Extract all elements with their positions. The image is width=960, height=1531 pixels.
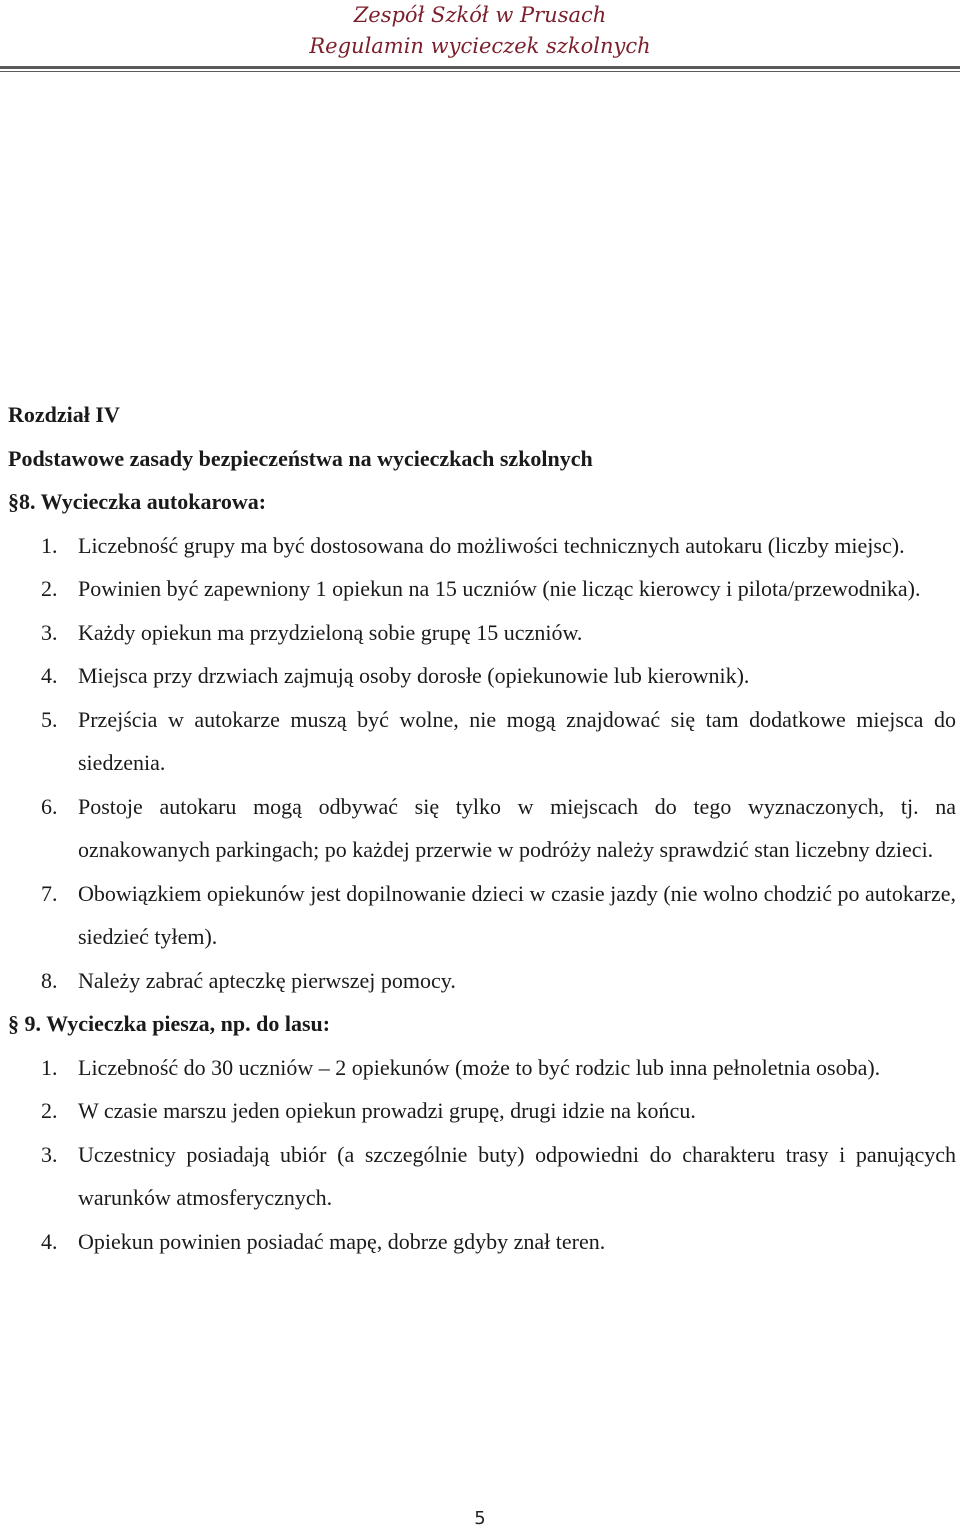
list-item-text: Przejścia w autokarze muszą być wolne, nie mogą znajdować się tam dodatkowe miejsca do siedzenia. xyxy=(78,706,956,775)
list-item xyxy=(8,698,956,785)
section-8-list xyxy=(8,524,956,1003)
list-item-number: 1. xyxy=(41,1054,58,1080)
list-item xyxy=(8,654,956,698)
list-item-text: Liczebność grupy ma być dostosowana do możliwości technicznych autokaru (liczby miejsc). xyxy=(78,532,905,558)
list-item-number: 8. xyxy=(41,967,58,993)
list-item-text: Opiekun powinien posiadać mapę, dobrze gdyby znał teren. xyxy=(78,1228,606,1254)
list-item-text: W czasie marszu jeden opiekun prowadzi grupę, drugi idzie na końcu. xyxy=(78,1098,696,1123)
list-item-number: 1. xyxy=(41,532,58,558)
list-item-text: Każdy opiekun ma przydzieloną sobie grupę 15 uczniów. xyxy=(78,619,583,645)
list-item-number: 3. xyxy=(41,619,58,645)
list-item-text: Liczebność do 30 uczniów – 2 opiekunów (może to być rodzic lub inna pełnoletnia osoba). xyxy=(78,1054,881,1080)
list-item-number: 4. xyxy=(41,663,58,688)
list-item xyxy=(8,567,956,611)
header-school-name: Zespół Szkół w Prusach xyxy=(353,3,607,27)
header-rule-thin xyxy=(0,71,960,72)
chapter-subtitle: Podstawowe zasady bezpieczeństwa na wycieczkach szkolnych xyxy=(8,445,593,471)
list-item xyxy=(8,959,956,1003)
list-item xyxy=(8,1133,956,1220)
page-header xyxy=(0,0,960,62)
list-item xyxy=(8,1089,956,1133)
list-item xyxy=(8,1220,956,1264)
section-9-title: § 9. Wycieczka piesza, np. do lasu: xyxy=(8,1011,331,1036)
list-item-number: 6. xyxy=(41,793,58,819)
list-item-text: Miejsca przy drzwiach zajmują osoby dorosłe (opiekunowie lub kierownik). xyxy=(78,663,750,688)
list-item-number: 3. xyxy=(41,1141,58,1167)
list-item xyxy=(8,611,956,655)
list-item-text: Powinien być zapewniony 1 opiekun na 15 uczniów (nie licząc kierowcy i pilota/przewodnika). xyxy=(78,576,921,601)
list-item-number: 7. xyxy=(41,880,58,906)
header-document-title: Regulamin wycieczek szkolnych xyxy=(309,34,651,58)
list-item-number: 2. xyxy=(41,1098,58,1123)
list-item-text: Należy zabrać apteczkę pierwszej pomocy. xyxy=(78,967,456,993)
list-item-number: 5. xyxy=(41,706,58,732)
list-item xyxy=(8,872,956,959)
section-9-list xyxy=(8,1046,956,1264)
section-8-title: §8. Wycieczka autokarowa: xyxy=(8,489,267,514)
header-rule-thick xyxy=(0,66,960,69)
list-item xyxy=(8,1046,956,1090)
list-item xyxy=(8,524,956,568)
list-item-text: Uczestnicy posiadają ubiór (a szczególnie buty) odpowiedni do charakteru trasy i panujących warunków atmosferycznych. xyxy=(78,1141,956,1210)
page-number: 5 xyxy=(474,1508,486,1529)
list-item xyxy=(8,785,956,872)
list-item-number: 2. xyxy=(41,576,58,601)
document-body xyxy=(8,393,956,1263)
list-item-text: Obowiązkiem opiekunów jest dopilnowanie dzieci w czasie jazdy (nie wolno chodzić po autokarze, siedzieć tyłem). xyxy=(78,880,956,949)
chapter-title: Rozdział IV xyxy=(8,402,120,427)
list-item-text: Postoje autokaru mogą odbywać się tylko w miejscach do tego wyznaczonych, tj. na oznakowanych parkingach; po każdej przerwie w podróży należy sprawdzić stan liczebny dzieci. xyxy=(78,793,956,862)
list-item-number: 4. xyxy=(41,1228,58,1254)
